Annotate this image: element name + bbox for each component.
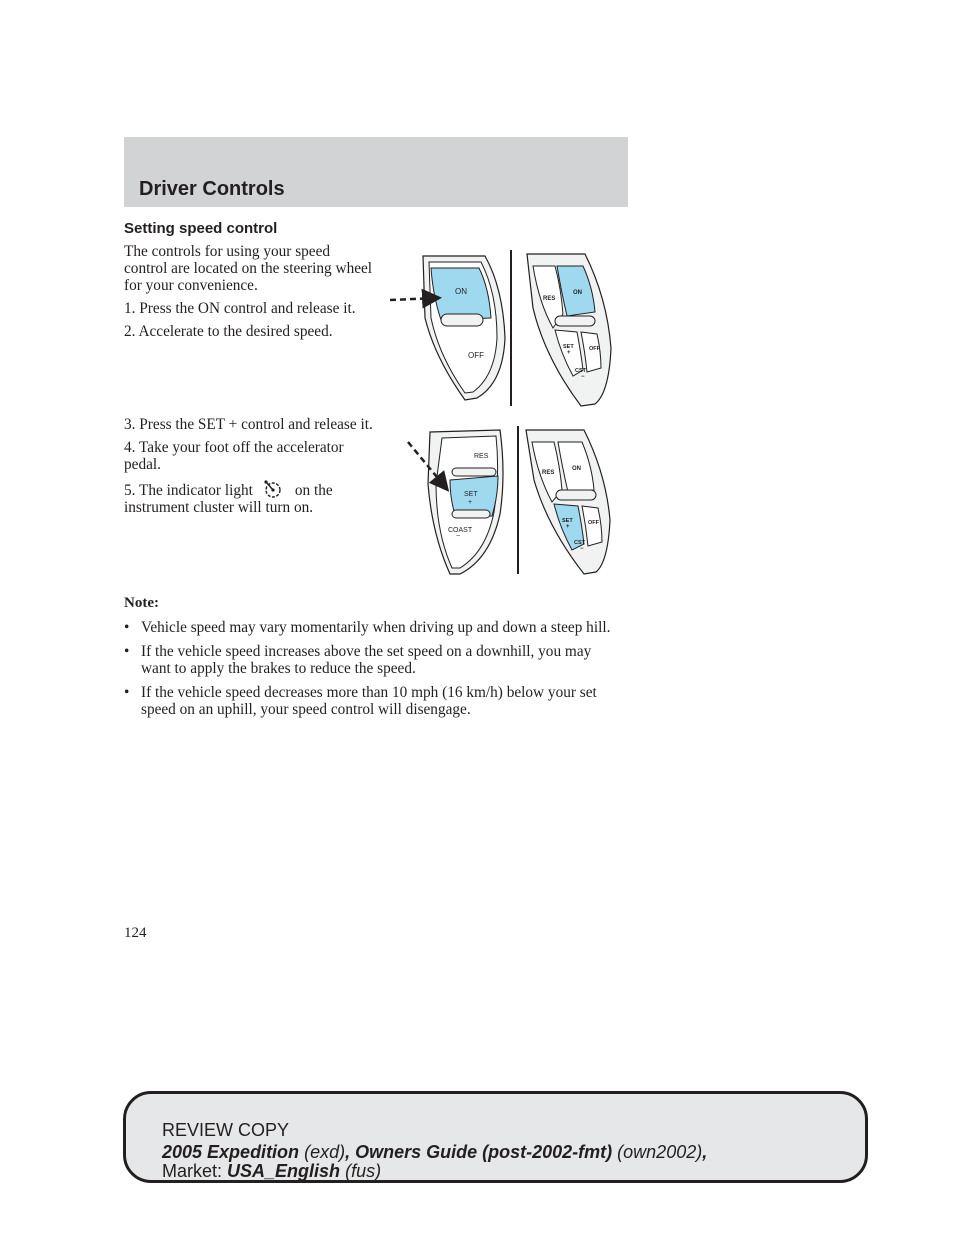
fig1-on-label: ON: [455, 287, 467, 296]
step-5-after: on the instrument cluster will turn on.: [124, 482, 333, 516]
page-number: 124: [124, 925, 147, 941]
fig1-right-off-label: OFF: [589, 346, 600, 352]
fig2-right-minus-label: −: [580, 546, 584, 552]
fig1-right-res-label: RES: [543, 296, 556, 302]
note-item-text: If the vehicle speed decreases more than 10 mph (16 km/h) below your set speed on an uphill, your speed control will disengage.: [141, 684, 597, 718]
separator: ,: [702, 1142, 708, 1162]
bullet: •: [124, 684, 130, 701]
note-item-text: Vehicle speed may vary momentarily when driving up and down a steep hill.: [141, 619, 611, 636]
review-copy-box: [123, 1091, 868, 1183]
on-control-illustration: [385, 248, 625, 408]
separator: ,: [345, 1142, 356, 1162]
review-copy-label: REVIEW COPY: [162, 1120, 290, 1140]
fig2-res-label: RES: [474, 453, 489, 460]
step-5: [124, 479, 374, 516]
fig1-right-cst-label: CST: [575, 368, 586, 374]
fig2-coast-label: COAST: [448, 527, 473, 534]
section-header-bar: [124, 137, 628, 207]
fig1-right-minus-label: −: [581, 374, 585, 380]
note-list: [124, 619, 624, 725]
fig2-set-label: SET: [464, 491, 478, 498]
note-label: Note:: [124, 595, 159, 611]
fig2-plus-label: +: [468, 499, 473, 506]
fig2-right-off-label: OFF: [588, 520, 599, 526]
note-item-text: If the vehicle speed increases above the set speed on a downhill, you may want to apply the brakes to reduce the speed.: [141, 643, 592, 677]
bullet: •: [124, 643, 130, 660]
fig1-right-on-label: ON: [573, 290, 582, 296]
fig1-right-plus-label: +: [567, 350, 571, 356]
document-info-line: [162, 1142, 707, 1163]
model-name: 2005 Expedition: [162, 1142, 300, 1162]
speed-control-indicator-icon: [259, 479, 289, 499]
note-item: [124, 643, 624, 677]
fig2-minus-label: −: [456, 533, 461, 540]
market-name: USA_English: [227, 1161, 341, 1181]
market-line: [162, 1161, 381, 1182]
note-item: [124, 684, 624, 718]
bullet: •: [124, 619, 130, 636]
note-item: [124, 619, 624, 636]
step-5-before: 5. The indicator light: [124, 482, 253, 499]
fig2-right-plus-label: +: [566, 524, 570, 530]
fig2-right-res-label: RES: [542, 470, 555, 476]
step-3: 3. Press the SET + control and release it.: [124, 416, 373, 433]
step-4: 4. Take your foot off the accelerator pedal.: [124, 439, 344, 473]
model-code: (exd): [304, 1142, 346, 1162]
fig2-right-set-label: SET: [562, 518, 573, 524]
step-2: 2. Accelerate to the desired speed.: [124, 323, 333, 340]
section-heading: Setting speed control: [124, 220, 278, 237]
step-1: 1. Press the ON control and release it.: [124, 300, 356, 317]
page-title: Driver Controls: [139, 178, 285, 200]
fig1-right-set-label: SET: [563, 344, 574, 350]
steps-text-block: [124, 416, 374, 522]
intro-text-block: [124, 243, 374, 346]
set-control-illustration: [400, 424, 625, 576]
market-code: (fus): [345, 1161, 382, 1181]
guide-code: (own2002): [617, 1142, 703, 1162]
intro-paragraph: The controls for using your speed control are located on the steering wheel for your convenience.: [124, 243, 373, 294]
fig1-off-label: OFF: [468, 351, 484, 360]
fig2-right-cst-label: CST: [574, 540, 585, 546]
guide-name: Owners Guide (post-2002-fmt): [355, 1142, 613, 1162]
fig2-right-on-label: ON: [572, 466, 581, 472]
market-label: Market:: [162, 1161, 223, 1181]
